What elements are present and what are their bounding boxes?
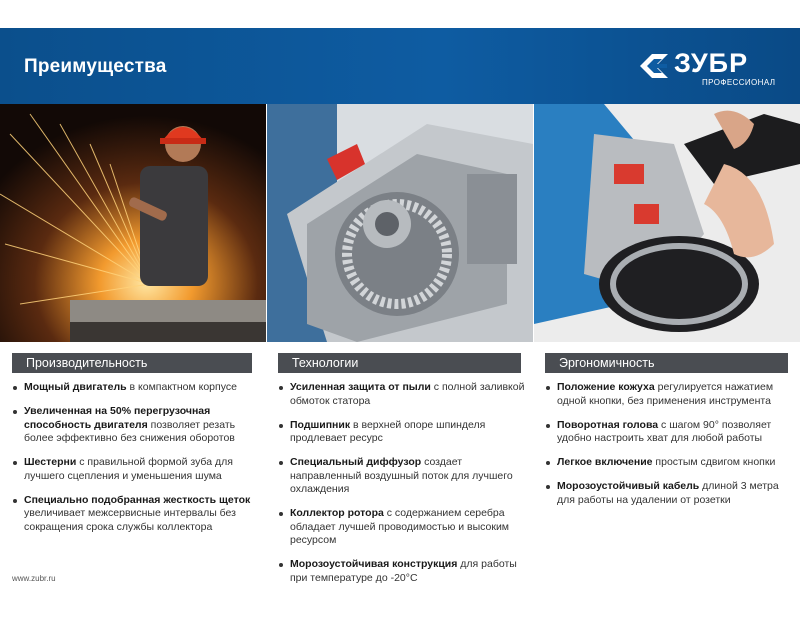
item-text: для работы при температуре до -20°С: [290, 558, 517, 584]
item-bold: Усиленная защита от пыли: [290, 381, 431, 393]
list-item: [12, 494, 260, 535]
bullet-icon: [13, 386, 17, 390]
item-text: простым сдвигом кнопки: [652, 456, 776, 468]
photo-cutaway: [267, 104, 533, 342]
header-banner: [0, 28, 800, 104]
item-text: регулируется нажатием одной кнопки, без применения инструмента: [557, 381, 774, 407]
item-bold: Морозоустойчивый кабель: [557, 480, 700, 492]
bullet-icon: [546, 424, 550, 428]
item-text: с шагом 90° позволяет удобно настроить хват для любой работы: [557, 418, 772, 444]
list-item: [278, 381, 528, 408]
item-bold: Шестерни: [24, 456, 77, 468]
list-item: [12, 405, 260, 446]
item-bold: Подшипник: [290, 418, 351, 431]
feature-list-performance: [12, 381, 260, 545]
list-item: [278, 558, 528, 585]
item-text: позволяет резать более эффективно без снижения оборотов: [24, 418, 236, 444]
item-bold: Коллектор ротора: [290, 507, 384, 519]
item-bold: Специально подобранная жесткость щеток: [24, 493, 251, 506]
column-header-technology: Технологии: [278, 353, 521, 373]
item-text: увеличивает межсервисные интервалы без сокращения срока службы коллектора: [24, 507, 236, 533]
list-item: [545, 419, 793, 446]
photo-worker: [0, 104, 266, 342]
list-item: [545, 381, 793, 408]
list-item: [278, 419, 528, 446]
logo-text: ЗУБР: [674, 48, 749, 78]
feature-list-ergonomics: [545, 381, 793, 518]
item-text: длиной 3 метра для работы на удалении от розетки: [557, 480, 779, 506]
item-bold: Увеличенная на 50% перегрузочная способность двигателя: [24, 405, 211, 431]
angle-grinder-cutaway-icon: [267, 104, 533, 342]
bullet-icon: [279, 512, 283, 516]
item-bold: Положение кожуха: [557, 381, 655, 393]
column-header-ergonomics: Эргономичность: [545, 353, 788, 373]
page-title: Преимущества: [24, 56, 167, 77]
bullet-icon: [279, 424, 283, 428]
item-text: в компактном корпусе: [126, 381, 237, 393]
zubr-logo-icon: [638, 50, 670, 82]
list-item: [278, 456, 528, 497]
list-item: [12, 456, 260, 483]
photo-hands: [534, 104, 800, 342]
list-item: [545, 480, 793, 507]
item-text: создает направленный воздушный поток для лучшего охлаждения: [290, 456, 513, 495]
bullet-icon: [279, 563, 283, 567]
logo-subtitle: ПРОФЕССИОНАЛ: [702, 78, 776, 87]
bullet-icon: [546, 485, 550, 489]
bullet-icon: [13, 410, 17, 414]
brand-logo: [638, 48, 788, 88]
worker-grinding-sparks-icon: [0, 104, 266, 342]
bullet-icon: [546, 461, 550, 465]
list-item: [545, 456, 793, 470]
bullet-icon: [546, 386, 550, 390]
feature-list-technology: [278, 381, 528, 596]
bullet-icon: [279, 461, 283, 465]
item-bold: Специальный диффузор: [290, 456, 422, 468]
footer-url[interactable]: www.zubr.ru: [12, 574, 56, 583]
column-header-performance: Производительность: [12, 353, 252, 373]
item-text: с полной заливкой обмоток статора: [290, 381, 525, 407]
bullet-icon: [279, 386, 283, 390]
list-item: [12, 381, 260, 395]
list-item: [278, 507, 528, 548]
item-bold: Мощный двигатель: [24, 381, 127, 393]
item-bold: Легкое включение: [557, 456, 653, 468]
bullet-icon: [13, 499, 17, 503]
bullet-icon: [13, 461, 17, 465]
item-text: в верхней опоре шпинделя продлевает ресурс: [290, 418, 486, 444]
angle-grinder-in-hands-icon: [534, 104, 800, 342]
item-text: с содержанием серебра обладает лучшей проводимостью и высоким ресурсом: [290, 507, 510, 546]
item-text: с правильной формой зуба для лучшего сцепления и уменьшения шума: [24, 456, 233, 482]
item-bold: Морозоустойчивая конструкция: [290, 558, 458, 570]
item-bold: Поворотная голова: [557, 418, 659, 431]
